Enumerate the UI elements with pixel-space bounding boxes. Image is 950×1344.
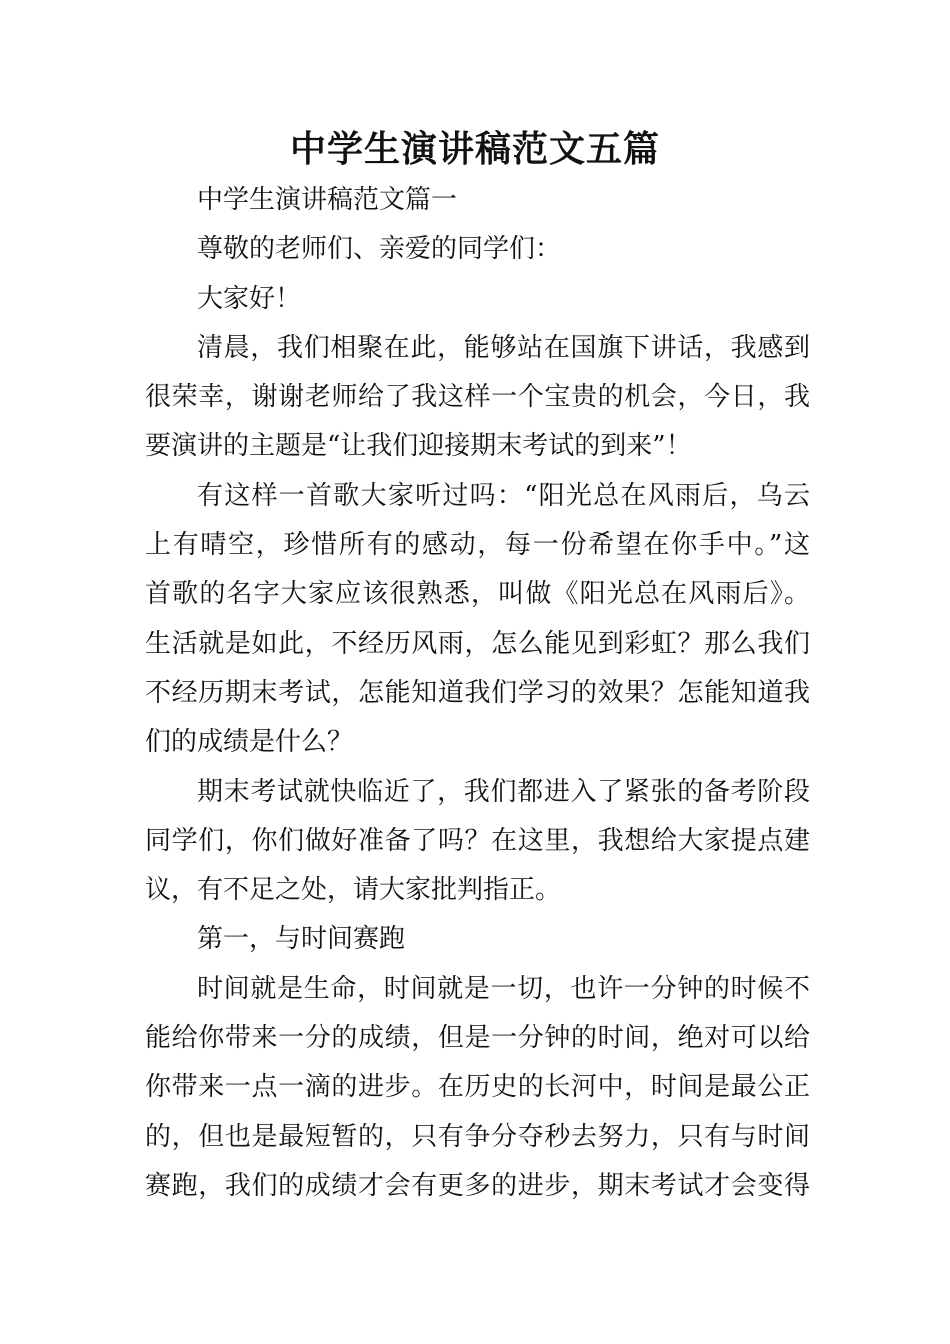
body-line: 大家好！ bbox=[197, 283, 302, 314]
body-line: 同学们，你们做好准备了吗？在这里，我想给大家提点建 bbox=[145, 825, 810, 856]
body-line: 中学生演讲稿范文篇一 bbox=[197, 185, 458, 215]
document-body bbox=[145, 176, 810, 1211]
body-line: 时间就是生命，时间就是一切，也许一分钟的时候不 bbox=[197, 973, 810, 1004]
body-line: 要演讲的主题是“让我们迎接期末考试的到来”！ bbox=[145, 431, 692, 462]
body-line: 赛跑，我们的成绩才会有更多的进步，期末考试才会变得 bbox=[145, 1170, 810, 1201]
body-line: 生活就是如此，不经历风雨，怎么能见到彩虹？那么我们 bbox=[145, 628, 810, 659]
body-line: 们的成绩是什么？ bbox=[145, 727, 354, 758]
body-line: 的，但也是最短暂的，只有争分夺秒去努力，只有与时间 bbox=[145, 1121, 810, 1152]
body-line: 上有晴空，珍惜所有的感动，每一份希望在你手中。”这 bbox=[145, 530, 810, 561]
body-line: 尊敬的老师们、亲爱的同学们： bbox=[197, 234, 562, 265]
body-line: 议，有不足之处，请大家批判指正。 bbox=[145, 875, 562, 906]
body-line: 第一，与时间赛跑 bbox=[197, 924, 406, 955]
body-line: 很荣幸，谢谢老师给了我这样一个宝贵的机会，今日，我 bbox=[145, 382, 810, 413]
body-line: 清晨，我们相聚在此，能够站在国旗下讲话，我感到 bbox=[197, 332, 810, 363]
document-title: 中学生演讲稿范文五篇 bbox=[289, 128, 660, 170]
body-line: 期末考试就快临近了，我们都进入了紧张的备考阶段 bbox=[197, 776, 810, 807]
body-line: 不经历期末考试，怎能知道我们学习的效果？怎能知道我 bbox=[145, 677, 810, 708]
body-line: 能给你带来一分的成绩，但是一分钟的时间，绝对可以给 bbox=[145, 1023, 810, 1054]
body-line: 有这样一首歌大家听过吗：“阳光总在风雨后，乌云 bbox=[197, 480, 810, 511]
body-line: 首歌的名字大家应该很熟悉，叫做《阳光总在风雨后》。 bbox=[145, 579, 810, 610]
body-line: 你带来一点一滴的进步。在历史的长河中，时间是最公正 bbox=[145, 1072, 810, 1103]
